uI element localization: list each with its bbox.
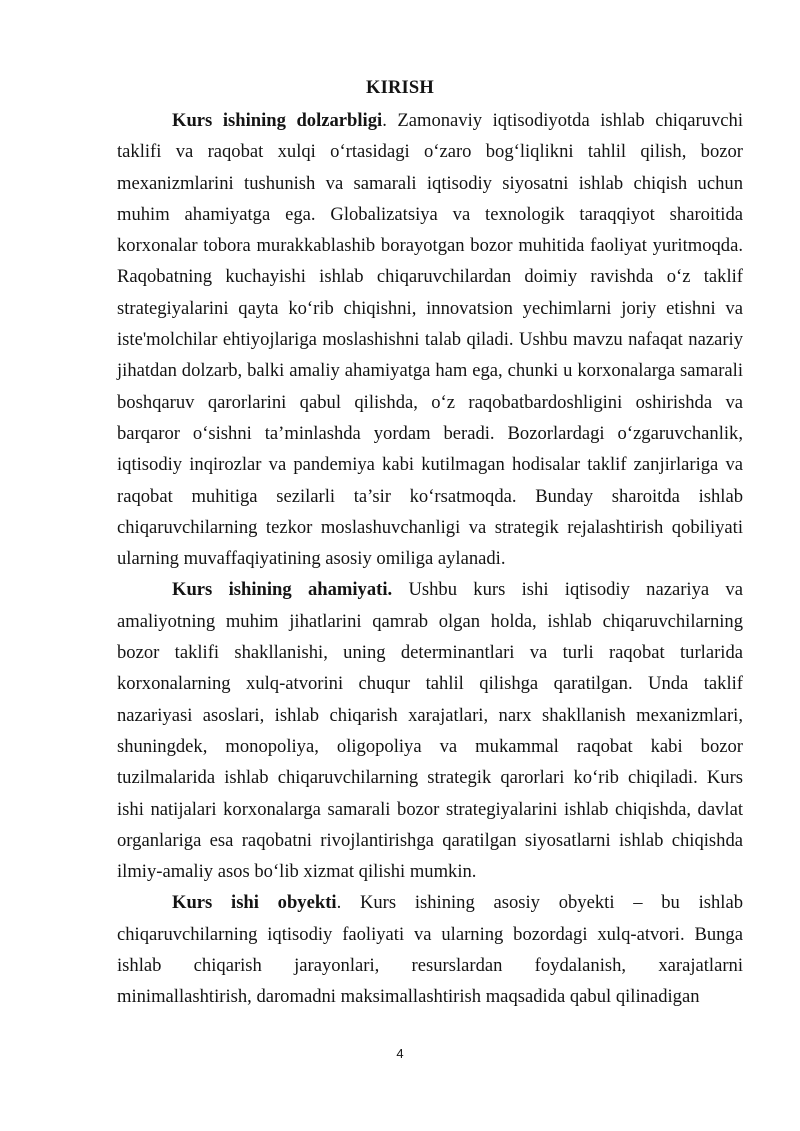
paragraph-object bbox=[117, 887, 743, 1012]
page-title: KIRISH bbox=[365, 78, 435, 98]
paragraph-importance bbox=[117, 574, 743, 887]
document-body bbox=[117, 105, 743, 1013]
paragraph-relevance bbox=[117, 105, 743, 574]
paragraph-lead: Kurs ishi obyekti bbox=[172, 892, 337, 914]
paragraph-lead: Kurs ishining dolzarbligi bbox=[172, 110, 383, 131]
paragraph-text: . Zamonaviy iqtisodiyotda ishlab chiqaruvchi taklifi va raqobat xulqi o‘rtasidagi o‘zaro bog‘liqlikni tahlil qilish, bozor mexanizmlarini tushunish va samarali iqtisodiy siyosatni ishlab chiqish uchun muhim ahamiyatga ega. Globalizatsiya va texnologik taraqqiyot sharoitida korxonalar tobora murakkablashib borayotgan bozor muhitida faoliyat yuritmoqda. Raqobatning kuchayishi ishlab chiqaruvchilardan doimiy ravishda o‘z taklif strategiyalarini qayta ko‘rib chiqishni, innovatsion yechimlarni joriy etishni va iste'molchilar ehtiyojlariga moslashishni talab qiladi. Ushbu mavzu nafaqat nazariy jihatdan dolzarb, balki amaliy ahamiyatga ham ega, chunki u korxonalarga samarali boshqaruv qarorlarini qabul qilishda, o‘z raqobatbardoshligini oshirishda va barqaror o‘sishni ta’minlashda yordam beradi. Bozorlardagi o‘zgaruvchanlik, iqtisodiy inqirozlar va pandemiya kabi kutilmagan hodisalar taklif zanjirlariga va raqobat muhitiga sezilarli ta’sir ko‘rsatmoqda. Bunday sharoitda ishlab chiqaruvchilarning tezkor moslashuvchanligi va strategik rejalashtirish qobiliyati ularning muvaffaqiyatining asosiy omiliga aylanadi. bbox=[117, 110, 743, 570]
paragraph-lead: Kurs ishining ahamiyati. bbox=[172, 579, 393, 601]
paragraph-text: . Kurs ishining asosiy obyekti – bu ishlab chiqaruvchilarning iqtisodiy faoliyati va ularning bozordagi xulq-atvori. Bunga ishlab chiqarish jarayonlari, resurslardan foydalanish, xarajatlarni minimallashtirish, daromadni maksimallashtirish maqsadida qabul qilinadigan bbox=[117, 892, 743, 1008]
paragraph-text: Ushbu kurs ishi iqtisodiy nazariya va amaliyotning muhim jihatlarini qamrab olgan holda, ishlab chiqaruvchilarning bozor taklifi shakllanishi, uning determinantlari va turli raqobat turlarida korxonalarning xulq-atvorini chuqur tahlil qilishga qaratilgan. Unda taklif nazariyasi asoslari, ishlab chiqarish xarajatlari, narx shakllanish mexanizmlari, shuningdek, monopoliya, oligopoliya va mukammal raqobat kabi bozor tuzilmalarida ishlab chiqaruvchilarning strategik qarorlari ko‘rib chiqiladi. Kurs ishi natijalari korxonalarga samarali bozor strategiyalarini ishlab chiqishda, davlat organlariga esa raqobatni rivojlantirishga qaratilgan siyosatlarni ishlab chiqishda ilmiy-amaliy asos bo‘lib xizmat qilishi mumkin. bbox=[117, 579, 743, 883]
page-number: 4 bbox=[396, 1046, 404, 1061]
